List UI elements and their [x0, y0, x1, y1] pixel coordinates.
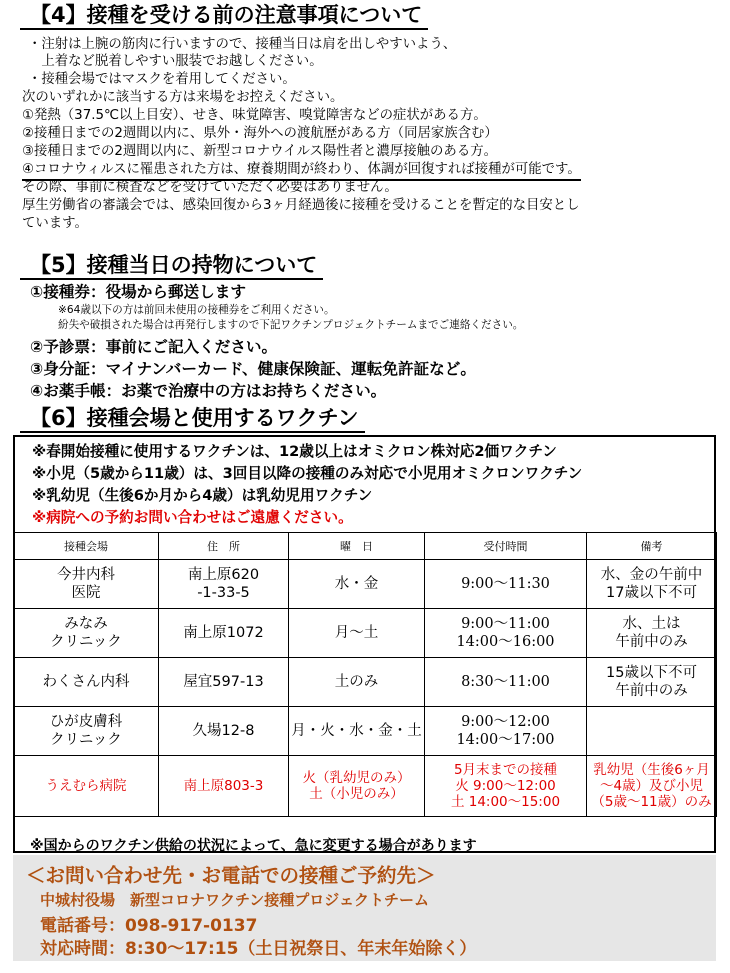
contact-title: ＜お問い合わせ先・お電話での接種ご予約先＞: [26, 864, 436, 887]
remarks-line: （5歳～11歳）のみ: [591, 794, 712, 810]
remarks-line: 水、土は: [622, 616, 681, 632]
address-line: -1-33-5: [197, 585, 250, 601]
cell-hours: [425, 609, 587, 658]
remarks-line: 17歳以下不可: [606, 585, 697, 601]
belonging-medication-book: ④お薬手帳：お薬で治療中の方はお持ちください。: [30, 382, 387, 400]
table-row: [14, 707, 717, 756]
section4-line-8: ④コロナウィルスに罹患された方は、療養期間が終わり、体調が回復すれば接種が可能です。: [22, 162, 581, 181]
header-days: 曜 日: [289, 533, 425, 560]
cell-venue: [14, 658, 159, 707]
section4-line-4: 次のいずれかに該当する方は来場をお控えください。: [22, 90, 344, 105]
contact-phone: 電話番号：098-917-0137: [40, 916, 258, 936]
cell-venue: [14, 707, 159, 756]
contact-hours: 対応時間：8:30～17:15（土日祝祭日、年末年始除く）: [40, 939, 477, 959]
section4-line-5: ①発熱（37.5℃以上目安）、せき、味覚障害、嗅覚障害などの症状がある方。: [22, 108, 487, 123]
table-row: [14, 560, 717, 609]
section4-line-2: 上着など脱着しやすい服装でお越しください。: [28, 54, 323, 69]
section4-line-10: 厚生労働省の審議会では、感染回復から3ヶ月経過後に接種を受けることを暫定的な目安とし: [22, 198, 580, 213]
hours-line: 5月末までの接種: [453, 762, 558, 778]
vaccine-note-2: ※小児（5歳から11歳）は、3回目以降の接種のみ対応で小児用オミクロンワクチン: [32, 465, 583, 482]
cell-remarks: [587, 609, 717, 658]
hours-line: 14:00～16:00: [456, 634, 555, 650]
ticket-note-1: ※64歳以下の方は前回未使用の接種券をご利用ください。: [58, 304, 335, 316]
address-line: 南上原1072: [183, 625, 264, 641]
ticket-note-2: 紛失や破損された場合は再発行しますので下記ワクチンプロジェクトチームまでご連絡ください。: [58, 319, 524, 331]
cell-days: [289, 756, 425, 817]
remarks-line: 15歳以下不可: [606, 665, 697, 681]
section4-line-11: ています。: [22, 216, 88, 231]
venue-line: 今井内科: [57, 567, 115, 583]
cell-hours: [425, 756, 587, 817]
cell-hours: [425, 560, 587, 609]
address-line: 南上原803-3: [183, 778, 264, 794]
cell-remarks: [587, 756, 717, 817]
cell-address: [159, 560, 289, 609]
cell-venue: [14, 756, 159, 817]
days-line: 月～土: [334, 625, 379, 641]
address-line: 南上原620: [187, 567, 260, 583]
contact-org: 中城村役場 新型コロナワクチン接種プロジェクトチーム: [40, 891, 429, 909]
days-line: 月・火・水・金・土: [291, 723, 422, 739]
address-line: 久場12-8: [192, 723, 255, 739]
section4-line-9: その際、事前に検査などを受けていただく必要はありません。: [22, 180, 398, 195]
remarks-line: 乳幼児（生後6ヶ月: [593, 762, 710, 778]
remarks-line: ～4歳）及び小児: [599, 778, 704, 794]
cell-remarks: [587, 560, 717, 609]
belonging-ticket: ①接種券：役場から郵送します: [30, 283, 246, 301]
venue-line: クリニック: [50, 634, 122, 650]
header-remarks: 備考: [587, 533, 717, 560]
hours-line: 9:00～11:30: [461, 576, 550, 592]
hours-line: 14:00～17:00: [456, 732, 555, 748]
table-header-row: [14, 533, 717, 560]
cell-address: [159, 658, 289, 707]
days-line: 火（乳幼児のみ）: [302, 770, 411, 786]
cell-remarks: [587, 658, 717, 707]
venue-line: クリニック: [50, 732, 122, 748]
days-line: 土（小児のみ）: [309, 786, 404, 802]
venue-line: わくさん内科: [42, 674, 130, 690]
cell-hours: [425, 658, 587, 707]
venue-line: うえむら病院: [45, 778, 127, 794]
table-row: [14, 658, 717, 707]
cell-address: [159, 609, 289, 658]
hospital-warning: ※病院への予約お問い合わせはご遠慮ください。: [32, 509, 353, 526]
section4-line-6: ②接種日までの2週間以内に、県外・海外への渡航歴がある方（同居家族含む）: [22, 126, 498, 141]
hours-line: 火 9:00～12:00: [455, 778, 556, 794]
cell-venue: [14, 560, 159, 609]
section4-title: 【4】接種を受ける前の注意事項について: [20, 2, 428, 30]
section6-title: 【6】接種会場と使用するワクチン: [20, 405, 365, 433]
days-line: 水・金: [334, 576, 379, 592]
vaccine-note-1: ※春開始接種に使用するワクチンは、12歳以上はオミクロン株対応2価ワクチン: [32, 443, 557, 460]
remarks-line: 水、金の午前中: [600, 567, 703, 583]
hours-line: 8:30～11:00: [461, 674, 550, 690]
header-address: 住 所: [159, 533, 289, 560]
hours-line: 9:00～11:00: [461, 616, 550, 632]
venue-line: ひが皮膚科: [49, 714, 123, 730]
section4-line-1: ・注射は上腕の筋肉に行いますので、接種当日は肩を出しやすいよう、: [28, 37, 457, 52]
cell-days: [289, 658, 425, 707]
cell-days: [289, 707, 425, 756]
hours-line: 土 14:00～15:00: [450, 794, 561, 810]
header-hours: 受付時間: [425, 533, 587, 560]
table-row: [14, 609, 717, 658]
cell-venue: [14, 609, 159, 658]
supply-footnote: ※国からのワクチン供給の状況によって、急に変更する場合があります: [30, 838, 477, 854]
venue-line: みなみ: [64, 616, 108, 632]
table-row: [14, 756, 717, 817]
header-venue: 接種会場: [14, 533, 159, 560]
section4-line-3: ・接種会場ではマスクを着用してください。: [28, 72, 296, 87]
vaccine-note-3: ※乳幼児（生後6か月から4歳）は乳幼児用ワクチン: [32, 487, 373, 504]
section4-line-7: ③接種日までの2週間以内に、新型コロナウイルス陽性者と濃厚接触のある方。: [22, 144, 497, 159]
remarks-line: 午前中のみ: [615, 683, 688, 699]
cell-days: [289, 609, 425, 658]
cell-address: [159, 707, 289, 756]
belonging-questionnaire: ②予診票：事前にご記入ください。: [30, 338, 278, 356]
hours-line: 9:00～12:00: [461, 714, 550, 730]
address-line: 屋宜597-13: [183, 674, 264, 690]
cell-address: [159, 756, 289, 817]
remarks-line: 午前中のみ: [615, 634, 688, 650]
venue-line: 医院: [71, 585, 101, 601]
belonging-id: ③身分証：マイナンバーカード、健康保険証、運転免許証など。: [30, 360, 476, 378]
cell-days: [289, 560, 425, 609]
section5-title: 【5】接種当日の持物について: [20, 252, 323, 280]
cell-remarks: [587, 707, 717, 756]
days-line: 土のみ: [334, 674, 379, 690]
venue-table: [13, 532, 717, 817]
cell-hours: [425, 707, 587, 756]
